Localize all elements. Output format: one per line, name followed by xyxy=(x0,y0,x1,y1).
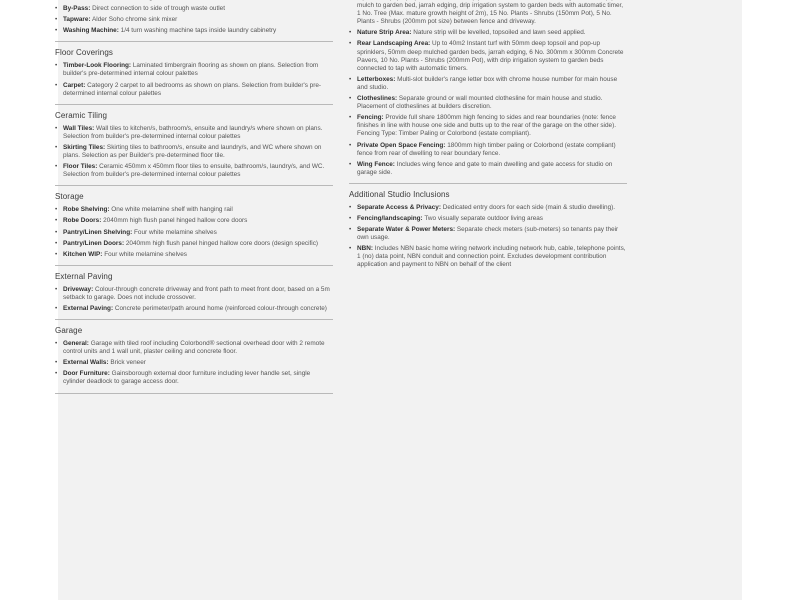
laundry-section xyxy=(55,0,333,35)
list-item xyxy=(55,27,333,35)
item-label: General: xyxy=(63,340,89,348)
storage-section xyxy=(55,185,333,258)
item-label: Separate Access & Privacy: xyxy=(357,203,441,211)
list-item xyxy=(55,286,333,302)
item-text: Garage with tiled roof including Colorbond® sectional overhead door with 2 remote control units and 1 wall unit, plaster ceiling and concrete floor. xyxy=(63,340,325,356)
item-label: Letterboxes: xyxy=(357,75,396,83)
list-item xyxy=(349,29,627,37)
list-item xyxy=(55,0,333,2)
item-text: Laminated timbergrain flooring as shown on plans. Selection from builder's pre-determined internal colour palettes xyxy=(63,62,319,78)
item-text: Includes NBN basic home wiring network including network hub, cable, telephone points, 1 (no) data point, NBN conduit and connection point. Excludes development contribution application and payment to NBN on behalf of the client xyxy=(357,245,626,269)
list-item xyxy=(55,229,333,237)
item-text: Gainsborough external door furniture including lever handle set, single cylinder deadlock to garage access door. xyxy=(63,370,311,386)
item-label: Clotheslines: xyxy=(357,95,398,103)
item-label: Separate Water & Power Meters: xyxy=(357,226,456,234)
item-label: Robe Doors: xyxy=(63,217,102,225)
item-label: Rear Landscaping Area: xyxy=(357,40,431,48)
ceramic-tiling-section xyxy=(55,104,333,180)
item-label: Door Furniture: xyxy=(63,370,110,378)
list-item xyxy=(349,40,627,72)
item-text: Alder Soho chrome sink mixer xyxy=(90,16,178,24)
item-text: Separate ground or wall mounted clothesline for main house and studio. Placement of clotheslines at builders discretion. xyxy=(357,95,603,111)
landscaping-section xyxy=(349,0,627,177)
item-text: Up to 40m2 Instant turf with 50mm deep topsoil and pop-up sprinklers, 50mm deep mulched garden beds, jarrah edging, 6 No. 300mm x 300mm Concrete Pavers, 10 No. Plants - Shrubs (200mm Pot), with drip irrigation system to garden beds connected to tap with automatic timers. xyxy=(357,40,624,72)
list-item xyxy=(55,340,333,356)
list-item xyxy=(55,240,333,248)
list-item xyxy=(349,161,627,177)
list-item xyxy=(349,215,627,223)
list-item xyxy=(55,144,333,160)
item-label: Wall Tiles: xyxy=(63,124,95,132)
item-label: Driveway: xyxy=(63,285,94,293)
list-item xyxy=(55,305,333,313)
list-item xyxy=(349,142,627,158)
list-item xyxy=(349,0,627,26)
section-heading: Garage xyxy=(55,326,83,336)
item-text: Four white melamine shelves xyxy=(102,250,187,258)
item-text: Provide full share 1800mm high fencing to sides and rear boundaries (note: fence finishes in line with house one side and butts up to the rear of the garage on the other side). Fencing Type: Timber Paling or Colorbond (estate compliant). xyxy=(357,114,616,138)
item-label: Carpet: xyxy=(63,81,86,89)
left-column xyxy=(55,0,333,398)
item-text xyxy=(63,0,156,1)
item-text: 1/4 turn washing machine taps inside laundry cabinetry xyxy=(118,27,277,35)
list-item xyxy=(349,114,627,138)
item-label: Private Open Space Fencing: xyxy=(357,141,446,149)
item-label: Pantry/Linen Shelving: xyxy=(63,228,133,236)
item-label: Fencing/landscaping: xyxy=(357,214,423,222)
item-label: Skirting Tiles: xyxy=(63,143,106,151)
item-text: Includes wing fence and gate to main dwelling and gate access for studio on garage side. xyxy=(357,160,613,176)
item-text: One white melamine shelf with hanging rail xyxy=(109,206,233,214)
section-divider xyxy=(55,393,333,394)
item-label: Kitchen WIP: xyxy=(63,250,103,258)
list-item xyxy=(55,370,333,386)
list-item xyxy=(55,62,333,78)
list-item xyxy=(349,226,627,242)
list-item xyxy=(55,217,333,225)
item-text: 2040mm high flush panel hinged hallow core doors xyxy=(101,217,248,225)
item-text: Brick veneer xyxy=(108,359,146,367)
list-item xyxy=(349,95,627,111)
item-label: Robe Shelving: xyxy=(63,206,110,214)
item-label: External Paving: xyxy=(63,304,114,312)
item-text: Category 2 carpet to all bedrooms as shown on plans. Selection from builder's pre-determined internal colour palettes xyxy=(63,81,322,97)
garage-section xyxy=(55,319,333,386)
list-item xyxy=(349,204,627,212)
list-item xyxy=(55,125,333,141)
list-item xyxy=(55,163,333,179)
item-text: Four white melamine shelves xyxy=(132,228,217,236)
item-text: Multi-slot builder's range letter box with chrome house number for main house and studio. xyxy=(357,75,618,91)
section-heading: Additional Studio Inclusions xyxy=(349,189,450,199)
item-label: Nature Strip Area: xyxy=(357,29,412,37)
item-text: mulch to garden bed, jarrah edging, drip irrigation system to garden beds with automatic timer, 1 No. Tree (Max. mature growth height of 2m), 15 No. Plants - Shrubs (150mm Pot), 5 No. Plants - Shrubs (200mm pot size) between fence and driveway. xyxy=(357,2,624,26)
item-text: Direct connection to side of trough waste outlet xyxy=(90,5,225,13)
item-label: Tapware: xyxy=(63,16,91,24)
list-item xyxy=(55,359,333,367)
item-label: Fencing: xyxy=(357,114,384,122)
list-item xyxy=(55,251,333,259)
list-item xyxy=(55,206,333,214)
item-text: Separate check meters (sub-meters) so tenants pay their own usage. xyxy=(357,226,619,242)
list-item xyxy=(349,76,627,92)
section-heading: Ceramic Tiling xyxy=(55,110,108,120)
item-text: 2040mm high flush panel hinged hallow core doors (design specific) xyxy=(124,239,319,247)
item-text: Skirting tiles to bathroom/s, ensuite and laundry/s, and WC where shown on plans. Selection as per Builder's pre-determined floor tile. xyxy=(63,143,322,160)
item-label: Pantry/Linen Doors: xyxy=(63,239,125,247)
item-label: Floor Tiles: xyxy=(63,163,98,171)
item-label: Washing Machine: xyxy=(63,27,119,35)
list-item xyxy=(55,16,333,24)
item-text: Wall tiles to kitchen/s, bathroom/s, ensuite and laundry/s where shown on plans. Selection from builder's pre-determined internal colour palettes xyxy=(63,124,323,140)
item-label: By-Pass: xyxy=(63,5,91,13)
item-label: Timber-Look Flooring: xyxy=(63,62,132,70)
external-paving-section xyxy=(55,265,333,313)
item-label: External Walls: xyxy=(63,359,109,367)
studio-inclusions-section xyxy=(349,183,627,270)
item-label: NBN: xyxy=(357,245,373,253)
item-text: Dedicated entry doors for each side (main & studio dwelling). xyxy=(440,203,616,211)
list-item xyxy=(55,82,333,98)
list-item xyxy=(349,245,627,269)
list-item xyxy=(55,5,333,13)
section-heading: External Paving xyxy=(55,271,113,281)
floor-coverings-section xyxy=(55,41,333,97)
item-text: 1800mm high timber paling or Colorbond (estate compliant) fence from rear of dwelling to rear boundary fence. xyxy=(357,141,616,157)
item-text: Colour-through concrete driveway and front path to meet front door, based on a 5m setback to garage. Does not include crossover. xyxy=(63,285,330,301)
section-heading: Floor Coverings xyxy=(55,48,113,58)
item-label: Wing Fence: xyxy=(357,160,395,168)
item-text: Nature strip will be levelled, topsoiled and lawn seed applied. xyxy=(411,29,586,37)
item-text: Ceramic 450mm x 450mm floor tiles to ensuite, bathroom/s, laundry/s, and WC. Selection from builder's pre-determined internal colour palettes xyxy=(63,163,325,179)
right-column xyxy=(349,0,627,273)
item-text: Two visually separate outdoor living areas xyxy=(422,214,544,222)
section-heading: Storage xyxy=(55,192,84,202)
item-text: Concrete perimeter/path around home (reinforced colour-through concrete) xyxy=(113,304,327,312)
